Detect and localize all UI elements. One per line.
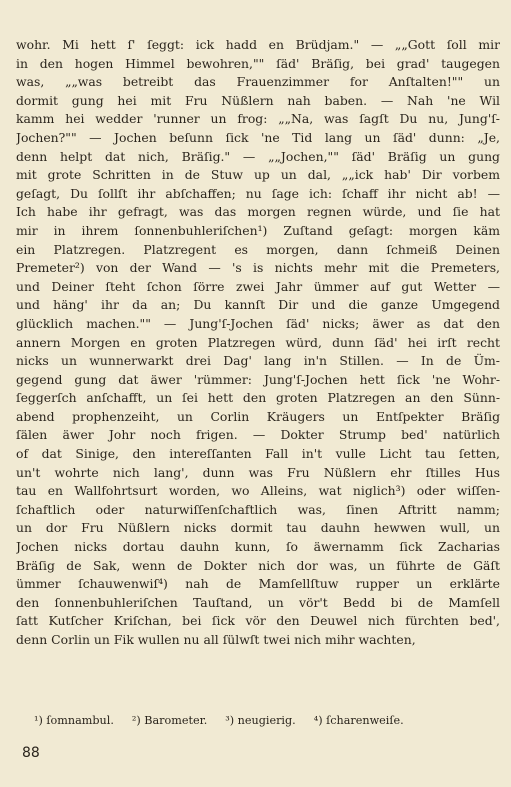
text-line: und Deiner ſteht ſchon ſörre zwei Jahr ümmer auf gut Wetter — (16, 278, 500, 294)
text-line: was, „„was betreibt das Frauenzimmer for Anſtalten!"" un (16, 74, 500, 90)
text-line: geſagt, Du ſollſt ihr abſchaffen; nu ſage ich: ſchaff ihr nicht ab! — (16, 185, 500, 201)
page-number: 88 (22, 745, 40, 761)
book-page (16, 36, 500, 650)
text-line: Jochen?"" — Jochen beſunn ſick 'ne Tid lang un ſäd' dunn: „Je, (16, 129, 500, 145)
text-line: Jochen nicks dortau dauhn kunn, ſo äwernamm ſick Zacharias (16, 539, 500, 555)
text-line: ſeggerſch anſchafft, un ſei hett den groten Platzregen an den Sünn- (16, 390, 500, 406)
text-line: un dor Fru Nüßlern nicks dormit tau dauhn hewwen wull, un (16, 520, 500, 536)
footnote: ³) neugierig. (225, 714, 296, 727)
text-line: in den hogen Himmel bewohren,"" ſäd' Bräſig, bei grad' taugegen (16, 55, 500, 71)
text-line: tau en Wallfohrtsurt worden, wo Alleins, wat niglich³) oder wiſſen- (16, 483, 500, 499)
footnote: ⁴) ſcharenweiſe. (313, 714, 404, 727)
text-line: den ſonnenbuhleriſchen Tauſtand, un vör't Bedd bi de Mamſell (16, 594, 500, 610)
text-line: of dat Sinige, den intereſſanten Fall in't vulle Licht tau ſetten, (16, 446, 500, 462)
text-line: Ich habe ihr gefragt, was das morgen regnen würde, und ſie hat (16, 204, 500, 220)
footnote: ¹) ſomnambul. (34, 714, 114, 727)
text-line: Premeter²) von der Wand — 's is nichts mehr mit die Premeters, (16, 260, 500, 276)
text-line: kamm hei wedder 'runner un frog: „„Na, was ſagſt Du nu, Jung'ſ- (16, 111, 500, 127)
text-line: ſälen äwer Johr noch frigen. — Dokter Strump bed' natürlich (16, 427, 500, 443)
text-line: un't wohrte nich lang', dunn was Fru Nüßlern ehr ſtilles Hus (16, 464, 500, 480)
text-line: ſatt Kutſcher Kriſchan, bei ſick vör den Deuwel nich fürchten bed', (16, 613, 500, 629)
text-line: nicks un wunnerwarkt drei Dag' lang in'n Stillen. — In de Üm- (16, 353, 500, 369)
text-line: Bräſig de Sak, wenn de Dokter nich dor was, un führte de Gäſt (16, 557, 500, 573)
text-line: und häng' ihr da an; Du kannſt Dir und die ganze Umgegend (16, 297, 500, 313)
text-line: wohr. Mi hett ſ' ſeggt: ick hadd en Brüdjam." — „„Gott ſoll mir (16, 37, 500, 52)
text-line: gegend gung dat äwer 'rümmer: Jung'ſ-Jochen hett ſick 'ne Wohr- (16, 371, 500, 387)
text-line: annern Morgen en groten Platzregen würd, dunn ſäd' hei irſt recht (16, 334, 500, 350)
text-line: glücklich machen."" — Jung'ſ-Jochen ſäd' nicks; äwer as dat den (16, 315, 500, 331)
text-line: ein Platzregen. Platzregent es morgen, dann ſchmeiß Deinen (16, 241, 500, 257)
text-line: denn Corlin un Fik wullen nu all ſülwſt twei nich mihr wachten, (16, 632, 416, 647)
body-text (16, 36, 500, 650)
text-line: abend prophenzeiht, un Corlin Kräugers un Entſpekter Bräſig (16, 408, 500, 424)
text-line: ümmer ſchauwenwiſ⁴) nah de Mamſellſtuw rupper un erklärte (16, 576, 500, 592)
footnotes (34, 714, 500, 728)
text-line: mir in ihrem ſonnenbuhleriſchen¹) Zuſtand geſagt: morgen käm (16, 222, 500, 238)
footnote: ²) Barometer. (131, 714, 208, 727)
text-line: mit grote Schritten in de Stuw up un dal, „„ick hab' Dir vorbem (16, 167, 500, 183)
text-line: ſchaftlich oder naturwiſſenſchaftlich was, ſinen Aftritt namm; (16, 501, 500, 517)
text-line: denn helpt dat nich, Bräſig." — „„Jochen,"" ſäd' Bräſig un gung (16, 148, 500, 164)
text-line: dormit gung hei mit Fru Nüßlern nah baben. — Nah 'ne Wil (16, 92, 500, 108)
